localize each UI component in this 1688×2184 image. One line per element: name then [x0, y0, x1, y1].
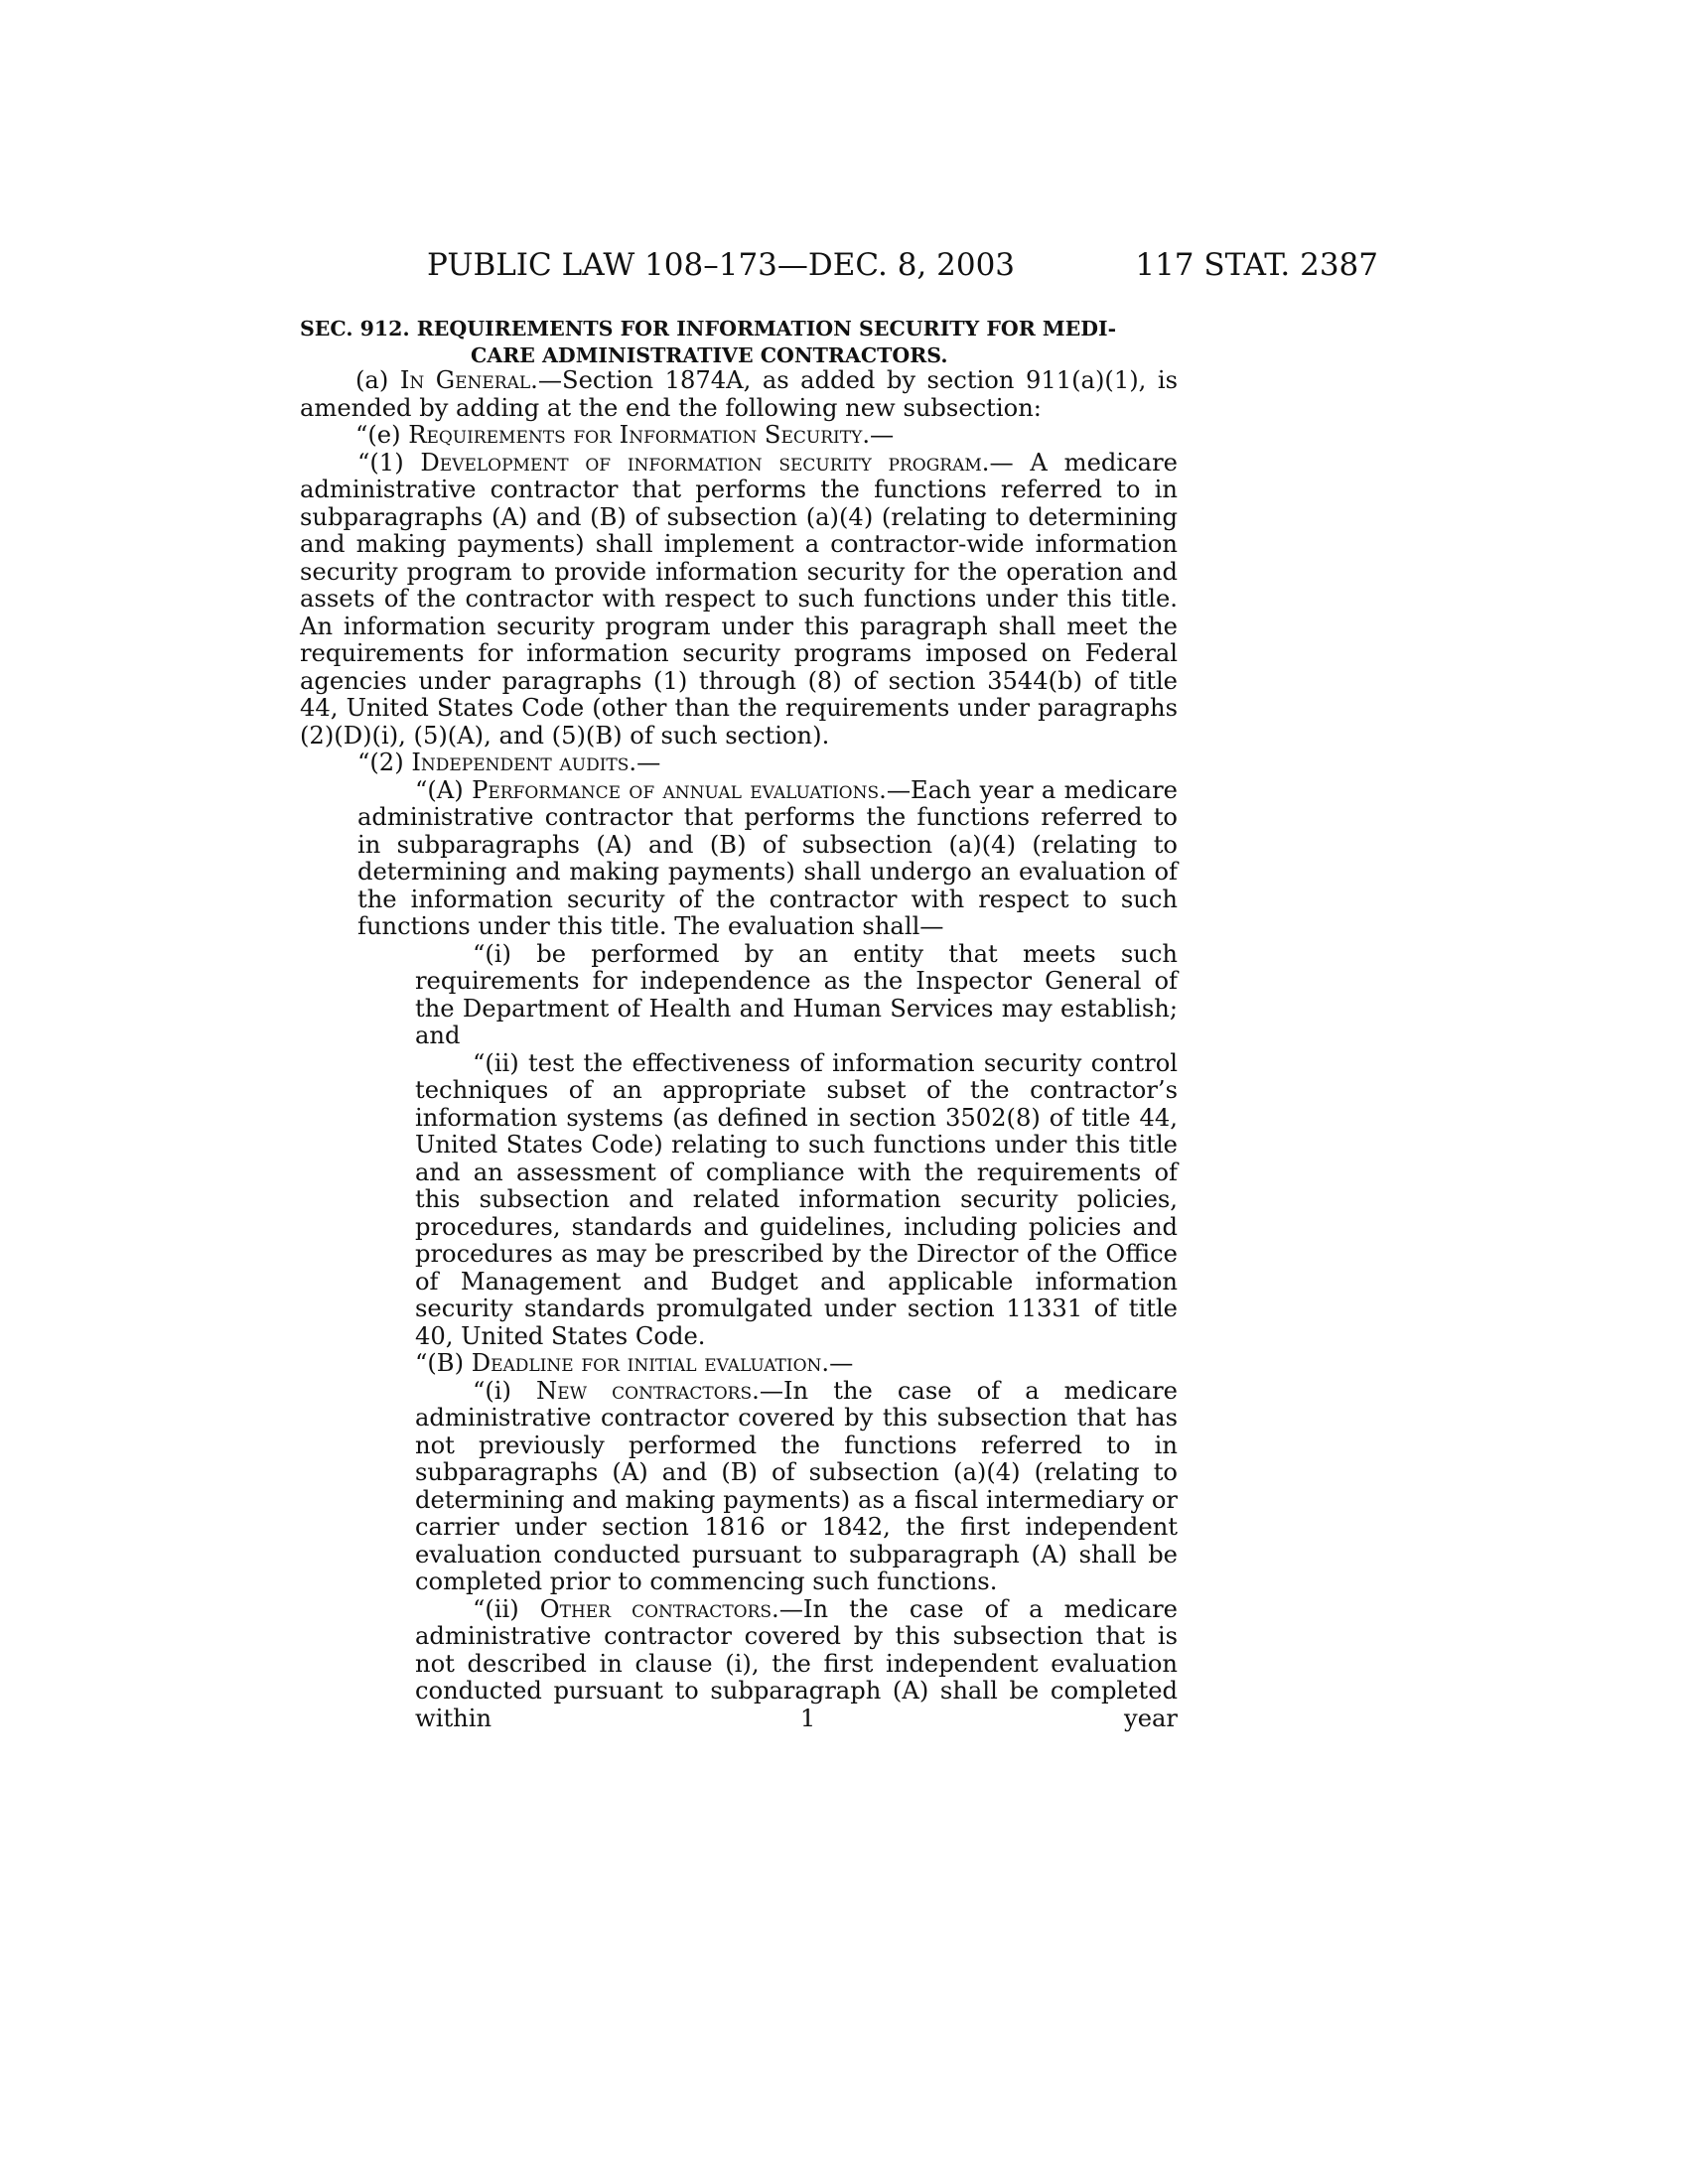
para-1-lead: “(1) — [357, 448, 421, 477]
sub-B-tail: .— — [821, 1349, 854, 1377]
clause-B-ii-heading: Other contractors — [539, 1594, 773, 1623]
subparagraph-B — [300, 1350, 1178, 1378]
paragraph-2 — [300, 750, 1178, 777]
paragraph-a — [300, 367, 1178, 422]
clause-A-i-text: “(i) be performed by an entity that meets such requirements for independence as the Inspector General of the Department of Health and Human Services may establish; and — [415, 939, 1178, 1049]
section-heading-line1: SEC. 912. REQUIREMENTS FOR INFORMATION SECURITY FOR MEDI- — [300, 317, 1117, 341]
para-2-lead: “(2) — [357, 749, 412, 776]
clause-B-ii-text: .—In the case of a medicare administrative contractor covered by this subsection that is not described in clause (i), the first independent evaluation conducted pursuant to subparagraph (A) shall be completed within 1 year — [415, 1594, 1178, 1732]
clause-B-i-lead: “(i) — [473, 1376, 537, 1405]
paragraph-e — [300, 422, 1178, 450]
clause-B-ii — [300, 1596, 1178, 1733]
para-2-tail: .— — [629, 749, 661, 776]
section-heading-line2: CARE ADMINISTRATIVE CONTRACTORS. — [471, 343, 948, 367]
clause-A-ii — [300, 1050, 1178, 1351]
section-heading — [300, 316, 1180, 369]
sub-A-heading: Performance of annual evaluations — [472, 775, 880, 804]
para-a-text: .—Section 1874A, as added by section 911(a)(1), is amended by adding at the end the following new subsection: — [300, 366, 1179, 422]
sub-A-lead: “(A) — [415, 775, 473, 804]
sub-B-lead: “(B) — [415, 1349, 472, 1377]
para-e-tail: .— — [862, 421, 895, 449]
subparagraph-A — [300, 777, 1178, 941]
clause-A-ii-text: “(ii) test the effectiveness of information security control techniques of an appropriate subset of the contractor’s information systems (as defined in section 3502(8) of title 44, United States Code) relating to such functions under this title and an assessment of compliance with the requirements of this subsection and related information security policies, procedures, standards and guidelines, including policies and procedures as may be prescribed by the Director of the Office of Management and Budget and applicable information security standards promulgated under section 11331 of title 40, United States Code. — [415, 1048, 1178, 1350]
para-1-text: .— A medicare administrative contractor that performs the functions referred to in subparagraphs (A) and (B) of subsection (a)(4) (relating to determining and making payments) shall implement a contractor-wide information security program to provide information security for the operation and assets of the contractor with respect to such functions under this title. An information security program under this paragraph shall meet the requirements for information security programs imposed on Federal agencies under paragraphs (1) through (8) of section 3544(b) of title 44, United States Code (other than the requirements under paragraphs (2)(D)(i), (5)(A), and (5)(B) of such section). — [300, 448, 1178, 750]
clause-B-i-heading: New contractors — [536, 1376, 753, 1405]
clause-A-i — [300, 941, 1178, 1050]
para-2-heading: Independent audits — [411, 749, 630, 776]
header-statute-page: 117 STAT. 2387 — [1135, 247, 1378, 283]
para-e-heading: Requirements for Information Security — [408, 421, 863, 449]
document-body — [300, 367, 1178, 1732]
clause-B-ii-lead: “(ii) — [473, 1594, 540, 1623]
para-a-lead: (a) — [355, 366, 400, 394]
para-e-lead: “(e) — [355, 421, 409, 449]
paragraph-1 — [300, 450, 1178, 751]
para-a-heading: In General — [399, 366, 531, 394]
clause-B-i — [300, 1378, 1178, 1596]
header-public-law: PUBLIC LAW 108–173—DEC. 8, 2003 — [427, 247, 1016, 283]
sub-A-text: .—Each year a medicare administrative contractor that performs the functions referred to in subparagraphs (A) and (B) of subsection (a)(4) (relating to determining and making payments) shall undergo an evaluation of the information security of the contractor with respect to such functions under this title. The evaluation shall— — [357, 775, 1178, 940]
para-1-heading: Development of information security program — [420, 448, 982, 477]
sub-B-heading: Deadline for initial evaluation — [471, 1349, 822, 1377]
clause-B-i-text: .—In the case of a medicare administrative contractor covered by this subsection that has not previously performed the functions referred to in subparagraphs (A) and (B) of subsection (a)(4) (relating to determining and making payments) as a fiscal intermediary or carrier under section 1816 or 1842, the first independent evaluation conducted pursuant to subparagraph (A) shall be completed prior to commencing such functions. — [415, 1376, 1178, 1595]
